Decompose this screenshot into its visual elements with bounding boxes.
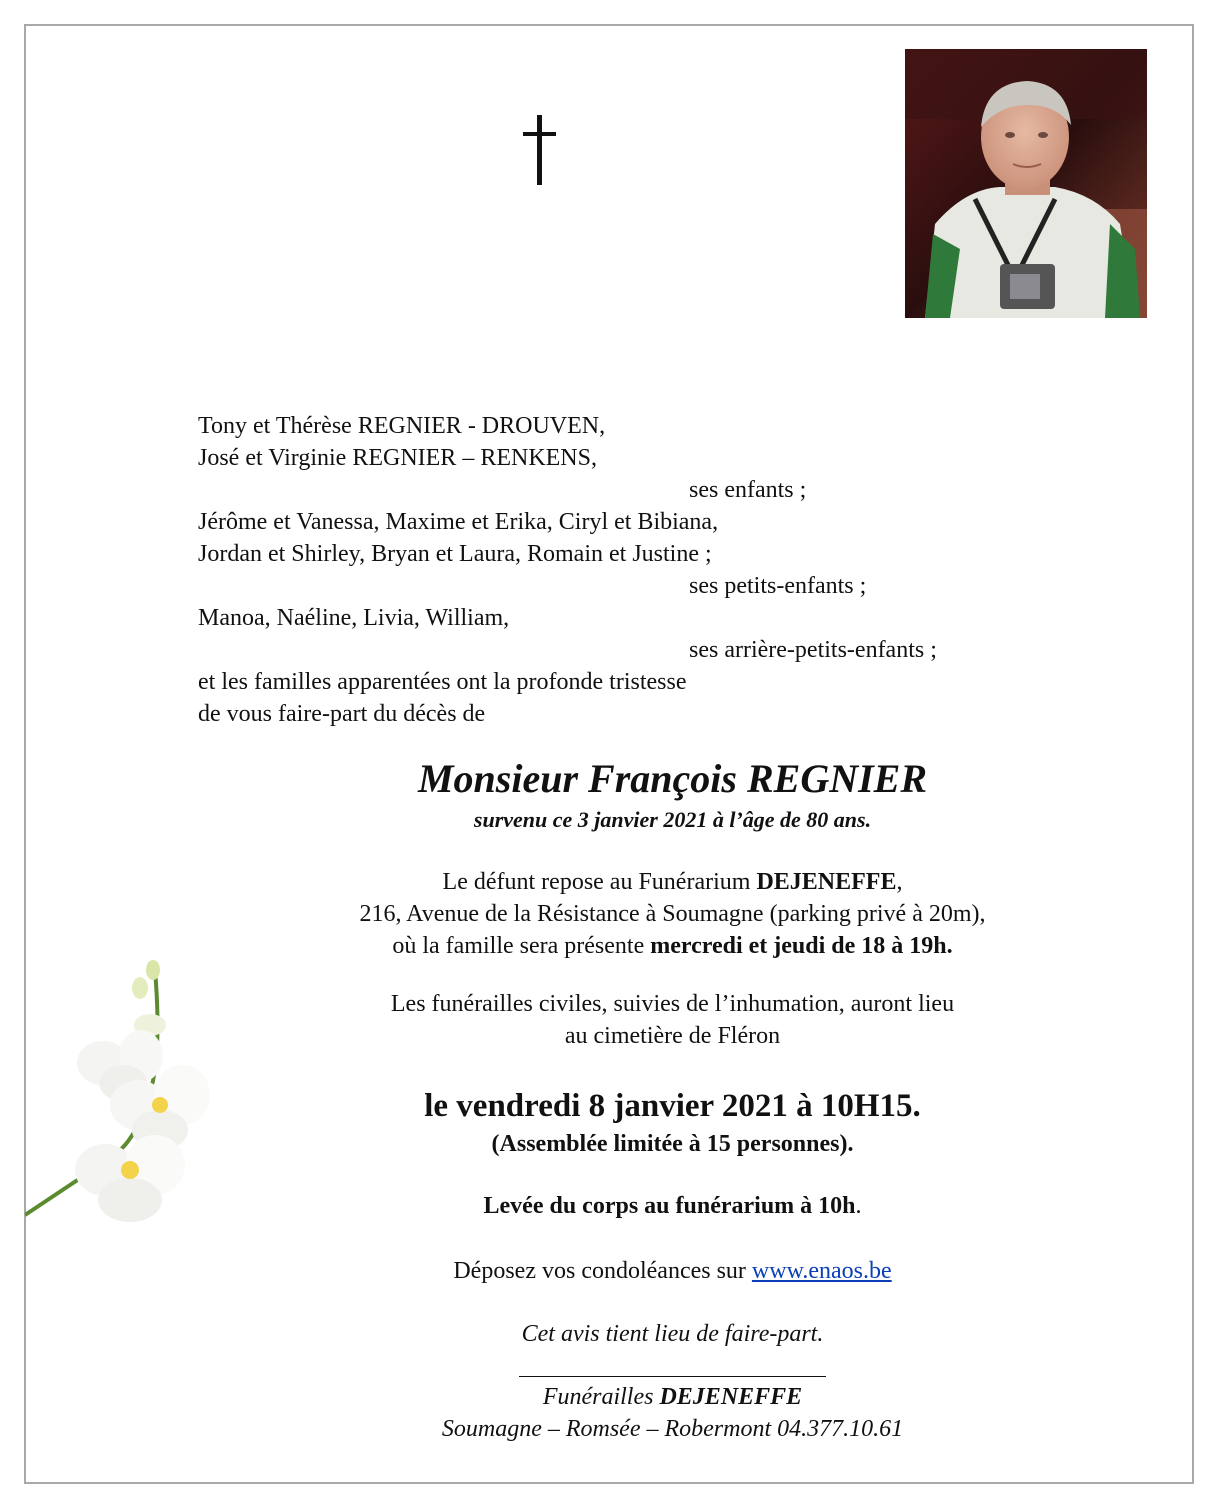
family-line: Jordan et Shirley, Bryan et Laura, Romain et Justine ;	[198, 541, 712, 567]
assembly-note: (Assemblée limitée à 15 personnes).	[491, 1131, 854, 1157]
portrait-photo	[905, 49, 1147, 318]
repose-text: où la famille sera présente	[392, 933, 651, 959]
levee-line	[0, 1190, 1214, 1222]
condolences-link[interactable]: www.enaos.be	[751, 1258, 892, 1284]
company-prefix: Funérailles	[542, 1384, 660, 1410]
family-line: de vous faire-part du décès de	[198, 701, 486, 727]
cross-icon	[520, 115, 560, 185]
condolences-text: Déposez vos condoléances sur	[453, 1258, 752, 1284]
company-name: DEJENEFFE	[659, 1384, 803, 1410]
funeral-line-2: au cimetière de Fléron	[564, 1023, 781, 1049]
children-label: ses enfants ;	[689, 477, 807, 503]
grandchildren-label: ses petits-enfants ;	[689, 573, 867, 599]
repose-line-3	[0, 930, 1214, 962]
repose-address: 216, Avenue de la Résistance à Soumagne (parking privé à 20m),	[359, 901, 986, 927]
visiting-hours: mercredi et jeudi de 18 à 19h.	[650, 933, 953, 959]
family-line: et les familles apparentées ont la profonde tristesse	[198, 669, 687, 695]
funeral-date: le vendredi 8 janvier 2021 à 10H15.	[424, 1088, 921, 1124]
deceased-name: Monsieur François REGNIER	[417, 756, 928, 801]
levee-text: Levée du corps au funérarium à 10h	[483, 1193, 856, 1219]
deceased-details: survenu ce 3 janvier 2021 à l’âge de 80 ans.	[473, 807, 872, 832]
family-line: Tony et Thérèse REGNIER - DROUVEN,	[198, 413, 606, 439]
footer-company	[0, 1381, 1214, 1413]
family-line: José et Virginie REGNIER – RENKENS,	[198, 445, 597, 471]
notice-text: Cet avis tient lieu de faire-part.	[521, 1321, 824, 1347]
family-line: Manoa, Naéline, Livia, William,	[198, 605, 510, 631]
family-line: Jérôme et Vanessa, Maxime et Erika, Ciryl et Bibiana,	[198, 509, 719, 535]
funeral-line-1: Les funérailles civiles, suivies de l’inhumation, auront lieu	[390, 991, 955, 1017]
levee-punct: .	[855, 1193, 862, 1219]
condolences-line	[0, 1255, 1214, 1287]
funerarium-name: DEJENEFFE	[756, 869, 897, 895]
repose-text: Le défunt repose au Funérarium	[442, 869, 757, 895]
repose-punct: ,	[896, 869, 903, 895]
great-grandchildren-label: ses arrière-petits-enfants ;	[689, 637, 937, 663]
footer-locations: Soumagne – Romsée – Robermont 04.377.10.61	[441, 1416, 904, 1442]
footer-divider	[519, 1376, 826, 1377]
repose-line-1	[0, 866, 1214, 898]
